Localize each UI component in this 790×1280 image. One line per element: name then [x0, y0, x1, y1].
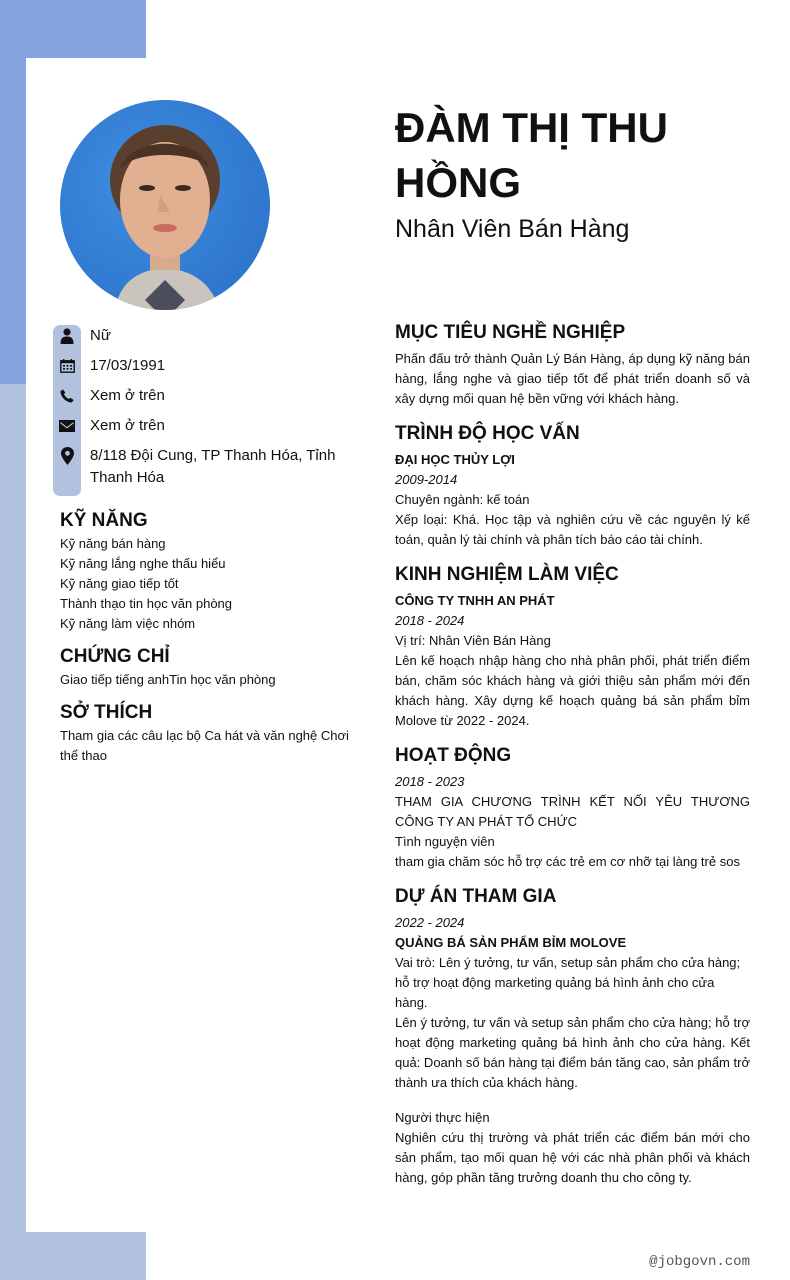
- decor-bottom-bar: [0, 1232, 146, 1280]
- job-title: Nhân Viên Bán Hàng: [395, 215, 630, 243]
- contact-info: [53, 325, 353, 497]
- profile-photo: [60, 100, 270, 310]
- candidate-name: ĐÀM THỊ THU HỒNG: [395, 104, 668, 206]
- company-name: CÔNG TY TNHH AN PHÁT: [395, 593, 555, 608]
- experience-position: Vị trí: Nhân Viên Bán Hàng: [395, 633, 551, 648]
- left-column: [60, 508, 355, 776]
- calendar-icon: [53, 355, 81, 377]
- certificates-section: [60, 644, 355, 690]
- person-icon: [53, 325, 81, 347]
- project-detail: Lên ý tưởng, tư vấn và setup sản phẩm cho cửa hàng; hỗ trợ hoạt động marketing quảng bá hình ảnh cho cửa hàng. Kết quả: Doanh số bán hàng tại điểm bán tăng cao, sản phẩm trở thành ưa thích của khách hàng.: [395, 1015, 750, 1090]
- school-name: ĐẠI HỌC THỦY LỢI: [395, 452, 515, 467]
- projects-section: [395, 884, 750, 1188]
- gender-value: Nữ: [90, 327, 111, 344]
- decor-top-bar: [0, 0, 146, 58]
- education-detail: Xếp loại: Khá. Học tập và nghiên cứu về các nguyên lý kế toán, quản lý tài chính và phân tích báo cáo tài chính.: [395, 512, 750, 547]
- experience-heading: KINH NGHIỆM LÀM VIỆC: [395, 564, 619, 585]
- experience-detail: Lên kế hoạch nhập hàng cho nhà phân phối, phát triển điểm bán, chăm sóc khách hàng và giới thiệu sản phẩm mới đến khách hàng. Xây dựng kế hoạch quảng bá sản phẩm bỉm Molove từ 2022 - 2024.: [395, 653, 750, 728]
- experience-period: 2018 - 2024: [395, 613, 465, 628]
- skills-section: [60, 508, 355, 634]
- hobbies-text: Tham gia các câu lạc bộ Ca hát và văn nghệ Chơi thể thao: [60, 728, 349, 763]
- objective-text: Phấn đấu trở thành Quản Lý Bán Hàng, áp dụng kỹ năng bán hàng, lắng nghe và giao tiếp tốt để phát triển doanh số và xây dựng mối quan hệ bền vững với khách hàng.: [395, 351, 750, 406]
- certificates-text: Giao tiếp tiếng anhTin học văn phòng: [60, 672, 276, 687]
- skill-item: Kỹ năng bán hàng: [60, 536, 166, 551]
- activities-heading: HOẠT ĐỘNG: [395, 745, 512, 766]
- activity-period: 2018 - 2023: [395, 774, 465, 789]
- education-heading: TRÌNH ĐỘ HỌC VẤN: [395, 423, 580, 444]
- projects-heading: DỰ ÁN THAM GIA: [395, 886, 557, 907]
- activity-detail: tham gia chăm sóc hỗ trợ các trẻ em cơ nhỡ tại làng trẻ sos: [395, 854, 740, 869]
- objective-section: [395, 320, 750, 409]
- watermark: @jobgovn.com: [649, 1254, 750, 1270]
- hobbies-section: [60, 700, 355, 766]
- education-period: 2009-2014: [395, 472, 458, 487]
- activity-name: THAM GIA CHƯƠNG TRÌNH KẾT NỐI YÊU THƯƠNG CÔNG TY AN PHÁT TỔ CHỨC: [395, 794, 750, 829]
- project-name: QUẢNG BÁ SẢN PHẨM BỈM MOLOVE: [395, 935, 627, 950]
- skill-item: Thành thạo tin học văn phòng: [60, 596, 233, 611]
- birthday-value: 17/03/1991: [90, 357, 166, 374]
- project-role: Vai trò: Lên ý tưởng, tư vấn, setup sản phẩm cho cửa hàng; hỗ trợ hoạt động marketing quảng bá hình ảnh cho cửa hàng.: [395, 955, 741, 1010]
- contact-birthday: [53, 355, 353, 377]
- experience-section: [395, 562, 750, 731]
- certificates-heading: CHỨNG CHỈ: [60, 646, 170, 667]
- education-major: Chuyên ngành: kế toán: [395, 492, 530, 507]
- email-icon: [53, 415, 81, 437]
- phone-value[interactable]: Xem ở trên: [90, 387, 165, 404]
- contact-phone: [53, 385, 353, 407]
- address-value: 8/118 Đội Cung, TP Thanh Hóa, Tỉnh Thanh Hóa: [90, 447, 336, 486]
- contact-address: [53, 445, 353, 489]
- skills-heading: KỸ NĂNG: [60, 510, 148, 531]
- right-column: [395, 320, 750, 1200]
- objective-heading: MỤC TIÊU NGHỀ NGHIỆP: [395, 322, 626, 343]
- project-detail-2: Nghiên cứu thị trường và phát triển các điểm bán mới cho sản phẩm, tạo mối quan hệ với các nhà phân phối và khách hàng, góp phần tăng trưởng doanh thu cho công ty.: [395, 1130, 750, 1185]
- skill-item: Kỹ năng lắng nghe thấu hiểu: [60, 556, 226, 571]
- email-value[interactable]: Xem ở trên: [90, 417, 165, 434]
- activity-role: Tình nguyện viên: [395, 834, 495, 849]
- decor-left-bar-top: [0, 58, 26, 384]
- education-section: [395, 421, 750, 550]
- location-icon: [53, 445, 81, 467]
- activities-section: [395, 743, 750, 872]
- decor-left-bar-bottom: [0, 384, 26, 1280]
- phone-icon: [53, 385, 81, 407]
- project-role-2: Người thực hiện: [395, 1110, 490, 1125]
- skill-item: Kỹ năng làm việc nhóm: [60, 616, 196, 631]
- contact-gender: [53, 325, 353, 347]
- contact-email: [53, 415, 353, 437]
- project-period: 2022 - 2024: [395, 915, 465, 930]
- hobbies-heading: SỞ THÍCH: [60, 702, 153, 723]
- skill-item: Kỹ năng giao tiếp tốt: [60, 576, 179, 591]
